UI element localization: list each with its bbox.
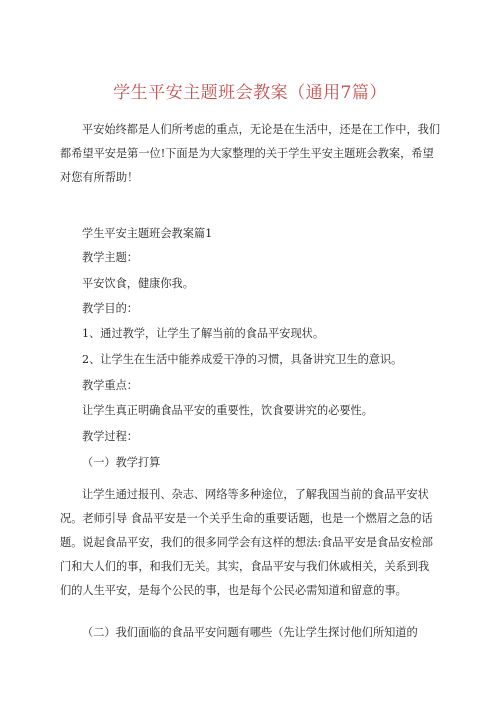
section-title: 学生平安主题班会教案篇1 <box>82 227 213 240</box>
topic-text: 平安饮食，健康你我。 <box>82 277 194 290</box>
topic-label: 教学主题： <box>82 251 138 264</box>
focus-label: 教学重点： <box>82 379 138 392</box>
goal-item-2: 2、让学生在生活中能养成爱干净的习惯，具备讲究卫生的意识。 <box>82 353 403 366</box>
step-1-title: （一）教学打算 <box>82 456 161 469</box>
goal-item-1: 1、通过教学，让学生了解当前的食品平安现状。 <box>82 327 325 340</box>
focus-text: 让学生真正明确食品平安的重要性，饮食要讲究的必要性。 <box>82 404 373 417</box>
goal-label: 教学目的： <box>82 302 138 315</box>
document-title: 学生平安主题班会教案（通用7篇） <box>113 83 387 103</box>
intro-paragraph: 平安始终都是人们所考虑的重点，无论是在生活中，还是在工作中，我们都希望平安是第一位!下面是为大家整理的关于学生平安主题班会教案，希望对您有所帮助！ <box>60 123 441 184</box>
step-2-title: （二）我们面临的食品平安问题有哪些（先让学生探讨他们所知道的 <box>82 626 418 639</box>
step-1-paragraph: 让学生通过报刊、杂志、网络等多种途位，了解我国当前的食品平安状况。老师引导 食品平安是一个关乎生命的重要话题，也是一个燃眉之急的话题。说起食品平安，我们的很多同学会有这样的想法:食品平安是食品安检部门和大人们的事，和我们无关。其实，食品平安与我们休戚相关，关系到我们的人生平安，是每个公民的事，也是每个公民必需知道和留意的事。 <box>60 488 433 597</box>
process-label: 教学过程： <box>82 430 138 443</box>
